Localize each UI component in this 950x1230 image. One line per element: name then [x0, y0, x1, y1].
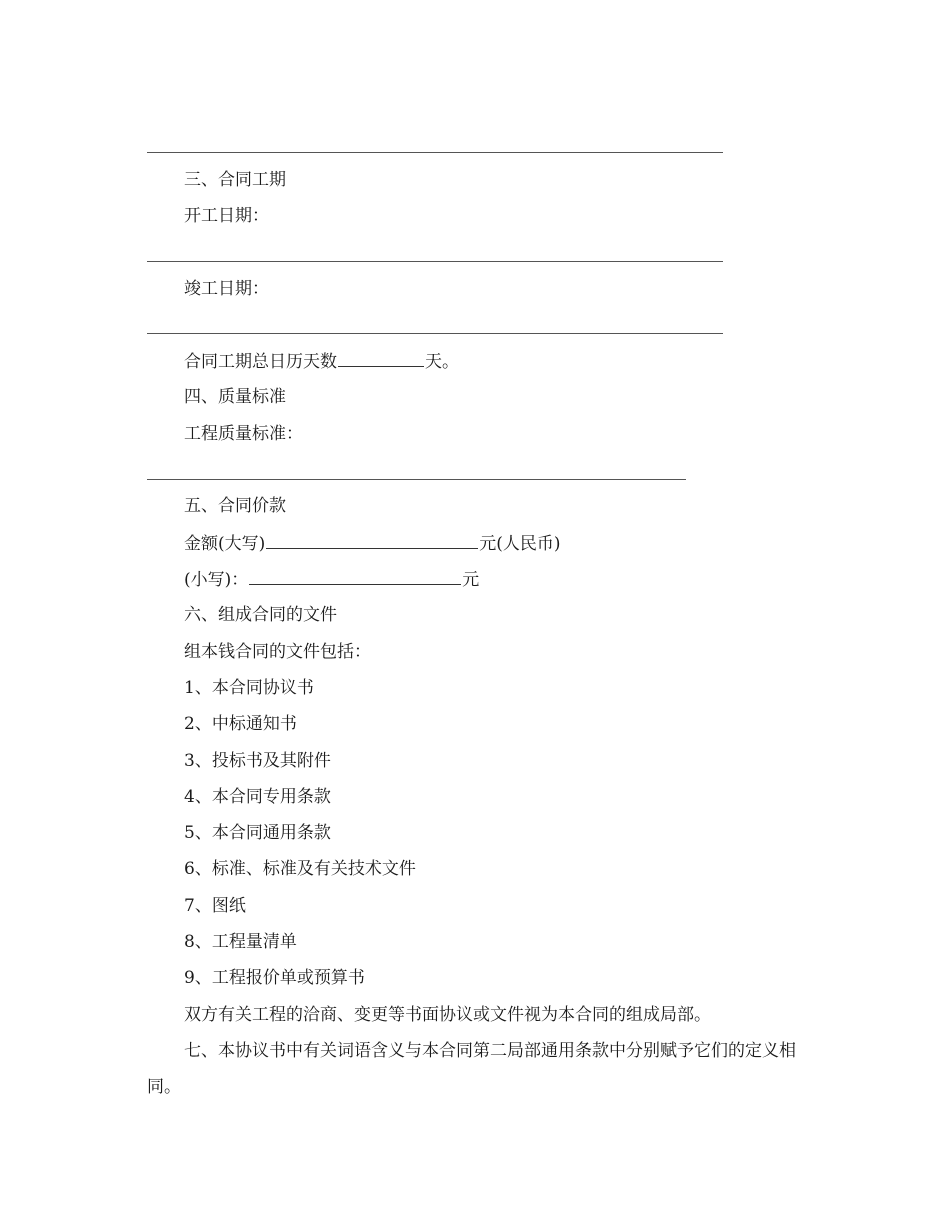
total-days-blank [338, 350, 424, 367]
list-item: 7、图纸 [184, 896, 246, 916]
section-7-paragraph: 七、本协议书中有关词语含义与本合同第二局部通用条款中分别赋予它们的定义相同。 [147, 1041, 796, 1097]
list-item: 1、本合同协议书 [184, 678, 314, 698]
amount-upper-suffix: 元(人民币) [479, 534, 561, 554]
amount-lower-line [184, 568, 479, 591]
quality-line [147, 479, 686, 480]
start-date-label: 开工日期： [184, 206, 269, 226]
section-4-title: 四、质量标准 [184, 387, 286, 407]
total-days-line [184, 350, 459, 373]
fill-in-line [147, 152, 723, 153]
start-date-line [147, 261, 723, 262]
amount-lower-prefix: (小写)： [184, 570, 249, 590]
amount-upper-prefix: 金额(大写) [184, 534, 266, 554]
section-5-title: 五、合同价款 [184, 496, 286, 516]
amount-upper-line [184, 532, 561, 555]
amount-lower-suffix: 元 [462, 570, 480, 590]
list-item: 9、工程报价单或预算书 [184, 968, 365, 988]
list-item: 6、标准、标准及有关技术文件 [184, 859, 416, 879]
total-days-prefix: 合同工期总日历天数 [184, 352, 337, 372]
section-6-title: 六、组成合同的文件 [184, 605, 337, 625]
list-item: 5、本合同通用条款 [184, 823, 331, 843]
closing-paragraph: 双方有关工程的洽商、变更等书面协议或文件视为本合同的组成局部。 [184, 1005, 711, 1025]
list-item: 4、本合同专用条款 [184, 787, 331, 807]
amount-lower-blank [249, 568, 461, 585]
quality-label: 工程质量标准： [184, 424, 303, 444]
section-3-title: 三、合同工期 [184, 170, 286, 190]
list-item: 8、工程量清单 [184, 932, 297, 952]
list-item: 2、中标通知书 [184, 714, 297, 734]
end-date-label: 竣工日期： [184, 279, 269, 299]
section-6-intro: 组本钱合同的文件包括： [184, 642, 371, 662]
list-item: 3、投标书及其附件 [184, 751, 331, 771]
end-date-line [147, 333, 723, 334]
total-days-suffix: 天。 [425, 352, 459, 372]
amount-upper-blank [266, 532, 478, 549]
